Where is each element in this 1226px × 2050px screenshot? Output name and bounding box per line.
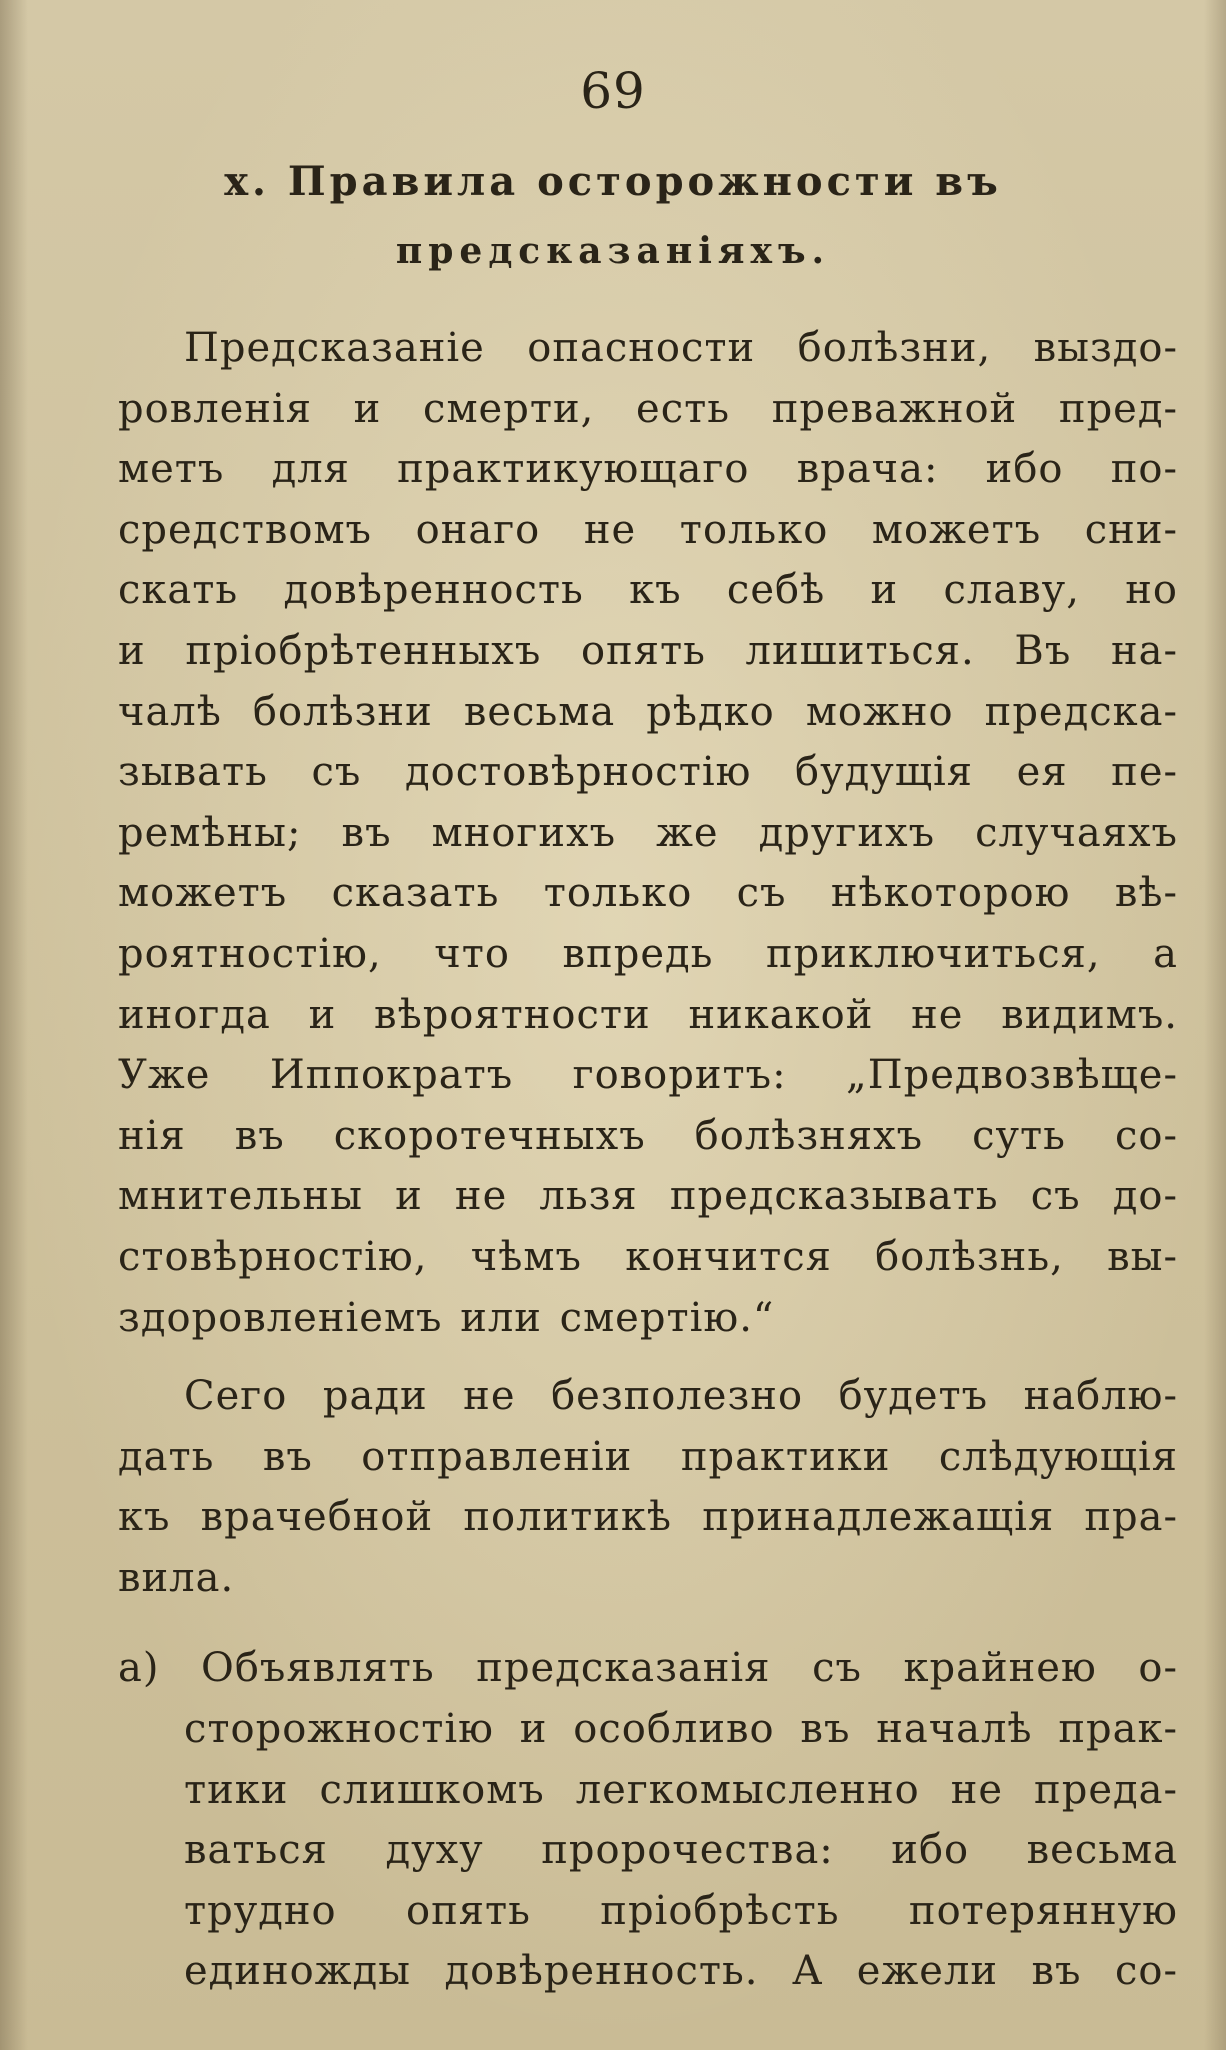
text-line: ваться духу пророчества: ибо весьма bbox=[184, 1827, 1178, 1874]
text-line: а) Объявлять предсказанія съ крайнею о- bbox=[118, 1645, 1178, 1692]
text-line: трудно опять пріобрѣсть потерянную bbox=[184, 1887, 1178, 1934]
text-line: здоровленіемъ или смертію.“ bbox=[118, 1294, 775, 1341]
text-line: зывать съ достовѣрностію будущія ея пе- bbox=[118, 749, 1178, 796]
text-line: иногда и вѣроятности никакой не видимъ. bbox=[118, 991, 1178, 1038]
body-text bbox=[118, 318, 1178, 2002]
text-line: метъ для практикующаго врача: ибо по- bbox=[118, 446, 1178, 493]
text-line: единожды довѣренность. А ежели въ со- bbox=[184, 1948, 1178, 1995]
text-line: сторожностію и особливо въ началѣ прак- bbox=[184, 1706, 1178, 1753]
text-line: Предсказаніе опасности болѣзни, выздо- bbox=[184, 325, 1178, 371]
text-line: Уже Иппократъ говоритъ: „Предвозвѣще- bbox=[118, 1052, 1178, 1099]
text-line: вила. bbox=[118, 1554, 235, 1601]
page-edge-shadow-left bbox=[0, 0, 28, 2050]
text-line: скать довѣренность къ себѣ и славу, но bbox=[118, 567, 1178, 614]
text-line: чалѣ болѣзни весьма рѣдко можно предска- bbox=[118, 688, 1178, 735]
text-line: къ врачебной политикѣ принадлежащія пра- bbox=[118, 1494, 1178, 1541]
section-heading-line-1: x. Правила осторожности въ bbox=[224, 158, 1002, 205]
section-heading-line-2: предсказаніяхъ. bbox=[395, 230, 831, 272]
text-line: можетъ сказать только съ нѣкоторою вѣ- bbox=[118, 870, 1178, 917]
text-line: стовѣрностію, чѣмъ кончится болѣзнь, вы- bbox=[118, 1233, 1178, 1280]
text-line: и пріобрѣтенныхъ опять лишиться. Въ на- bbox=[118, 627, 1178, 674]
text-line: Сего ради не безполезно будетъ наблю- bbox=[184, 1373, 1178, 1420]
text-line: нія въ скоротечныхъ болѣзняхъ суть со- bbox=[118, 1112, 1178, 1159]
page-number: 69 bbox=[580, 62, 646, 120]
text-line: ремѣны; въ многихъ же другихъ случаяхъ bbox=[118, 809, 1178, 856]
text-line: мнительны и не льзя предсказывать съ до- bbox=[118, 1173, 1178, 1220]
text-line: ровленія и смерти, есть преважной пред- bbox=[118, 385, 1178, 432]
text-line: роятностію, что впредь приключиться, а bbox=[118, 930, 1178, 977]
text-line: тики слишкомъ легкомысленно не преда- bbox=[184, 1766, 1178, 1813]
text-line: дать въ отправленіи практики слѣдующія bbox=[118, 1433, 1178, 1480]
text-line: средствомъ онаго не только можетъ сни- bbox=[118, 506, 1178, 553]
page-edge-shadow-right bbox=[1204, 0, 1226, 2050]
